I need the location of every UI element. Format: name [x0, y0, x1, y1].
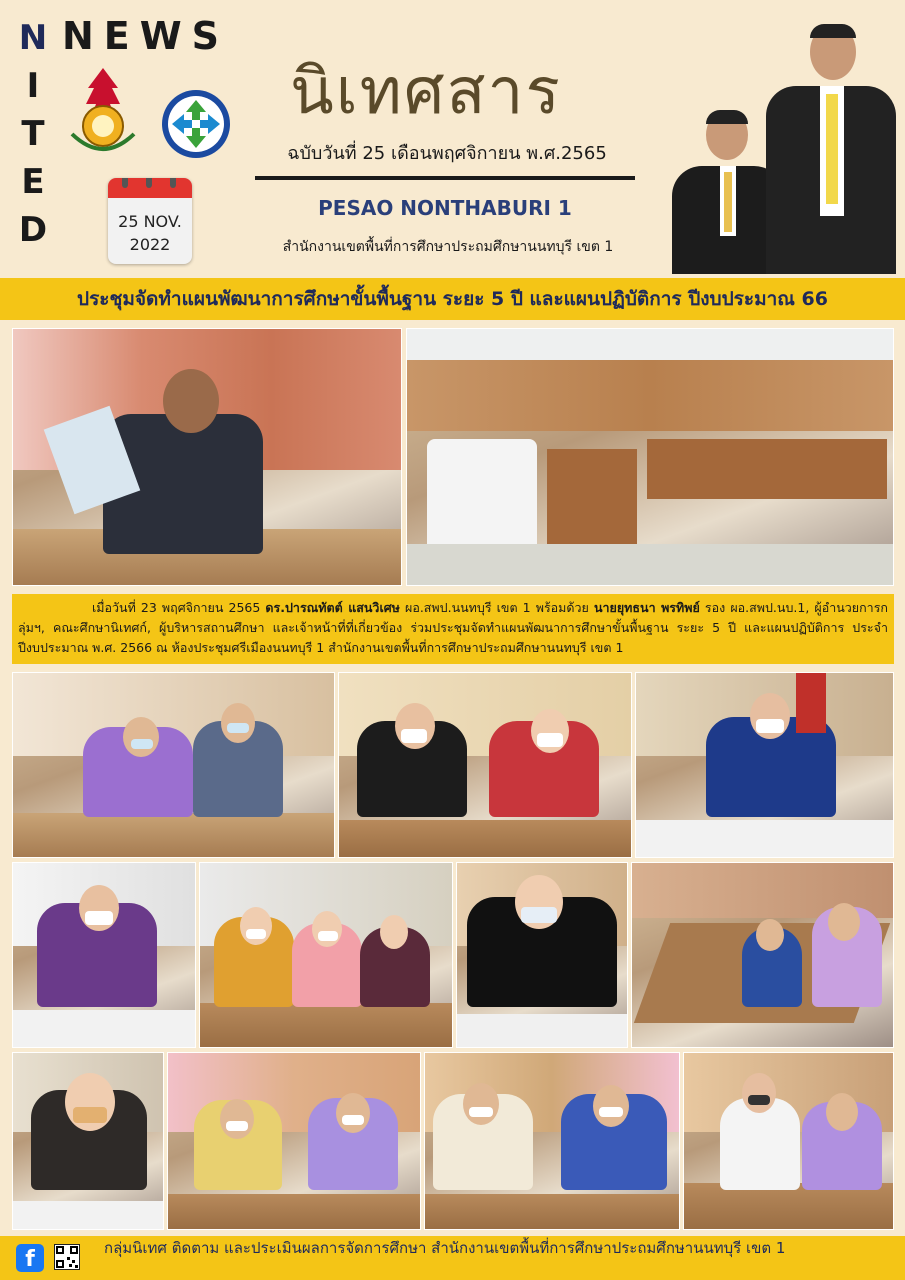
photo-row3-a	[12, 1052, 164, 1230]
letter-t: T	[21, 114, 45, 154]
news-label: NEWS	[62, 14, 230, 58]
page-title: นิเทศสาร	[290, 55, 562, 129]
issue-date: ฉบับวันที่ 25 เดือนพฤศจิกายน พ.ศ.2565	[287, 143, 607, 164]
photo-director-speaking	[12, 328, 402, 586]
photo-row1-c	[635, 672, 894, 858]
calendar-day: 25 NOV.	[118, 212, 182, 231]
executive-portrait-director	[760, 24, 900, 274]
photo-row2-d	[631, 862, 894, 1048]
letter-d: D	[18, 210, 48, 250]
qr-code-icon[interactable]	[54, 1244, 80, 1270]
photo-row3-b	[167, 1052, 421, 1230]
photo-row3-d	[683, 1052, 894, 1230]
footer-bar	[0, 1236, 905, 1280]
body-part-2: ผอ.สพป.นนทบุรี เขต 1 พร้อมด้วย	[399, 600, 594, 615]
office-en: PESAO NONTHABURI 1	[318, 196, 572, 220]
photo-meeting-room	[406, 328, 894, 586]
body-part-3: รอง ผอ.สพป.นบ.1, ผู้อำนวยการกลุ่มฯ, คณะศึกษานิเทศก์, ผู้บริหารสถานศึกษา และเจ้าหน้าที่ที่เกี่ยวข้อง ร่วมประชุมจัดทำแผนพัฒนาการศึกษาขั้นพื้นฐาน ระยะ 5 ปี และแผนปฏิบัติการ ประจำปีงบประมาณ พ.ศ. 2566 ณ ห้องประชุมศรีเมืองนนทบุรี 1 สำนักงานเขตพื้นที่การศึกษาประถมศึกษานนทบุรี เขต 1	[18, 600, 888, 655]
director-name: ดร.ปารณทัตต์ แสนวิเศษ	[265, 600, 400, 615]
office-th: สำนักงานเขตพื้นที่การศึกษาประถมศึกษานนทบุรี เขต 1	[282, 239, 614, 255]
photo-row1-b	[338, 672, 632, 858]
photo-row2-c	[456, 862, 628, 1048]
arrows-logo	[160, 88, 232, 160]
calendar-year: 2022	[129, 235, 171, 254]
facebook-icon[interactable]: f	[16, 1244, 44, 1272]
title-underline	[255, 176, 635, 180]
footer-text: กลุ่มนิเทศ ติดตาม และประเมินผลการจัดการศึกษา สำนักงานเขตพื้นที่การศึกษาประถมศึกษานนทบุรี เขต 1	[104, 1239, 786, 1257]
deputy-name: นายยุทธนา พรทิพย์	[593, 600, 700, 615]
letter-i: I	[26, 66, 40, 106]
headline-bar	[0, 278, 905, 320]
body-text	[12, 594, 894, 664]
letter-n: N	[18, 18, 48, 58]
calendar-icon	[108, 178, 192, 264]
headline: ประชุมจัดทำแผนพัฒนาการศึกษาขั้นพื้นฐาน ระยะ 5 ปี และแผนปฏิบัติการ ปีงบประมาณ 66	[77, 288, 828, 310]
vertical-nited	[18, 18, 48, 258]
photo-row3-c	[424, 1052, 680, 1230]
photo-row2-b	[199, 862, 453, 1048]
obec-emblem	[62, 64, 144, 160]
photo-row2-a	[12, 862, 196, 1048]
photo-row1-a	[12, 672, 335, 858]
body-part-1: เมื่อวันที่ 23 พฤศจิกายน 2565	[92, 600, 266, 615]
letter-e: E	[21, 162, 45, 202]
